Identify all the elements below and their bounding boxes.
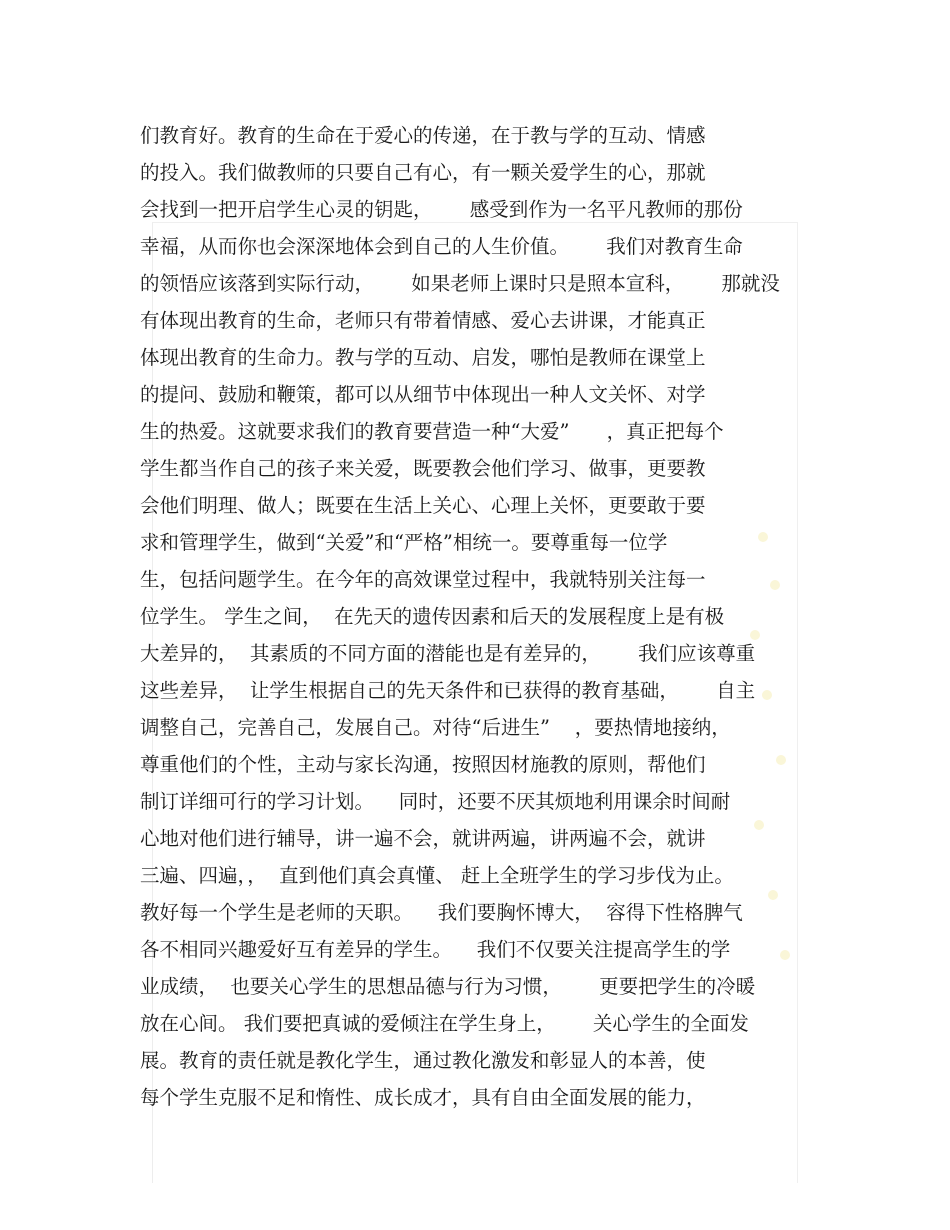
text-line: 会他们明理、做人；既要在生活上关心、心理上关怀，更要敢于要 — [140, 494, 706, 517]
text-line: 心地对他们进行辅导，讲一遍不会，就讲两遍，讲两遍不会，就讲 — [140, 827, 706, 850]
text-line: 学生都当作自己的孩子来关爱，既要教会他们学习、做事，更要教 — [140, 457, 706, 480]
text-line: 的领悟应该落到实际行动， 如果老师上课时只是照本宣科， 那就没 — [140, 272, 780, 295]
text-line: 这些差异， 让学生根据自己的先天条件和已获得的教育基础， 自主 — [140, 679, 756, 702]
text-line: 幸福，从而你也会深深地体会到自己的人生价值。 我们对教育生命 — [140, 235, 743, 258]
text-line: 们教育好。教育的生命在于爱心的传递，在于教与学的互动、情感 — [140, 124, 706, 147]
text-line: 尊重他们的个性，主动与家长沟通，按照因材施教的原则，帮他们 — [140, 753, 706, 776]
text-line: 会找到一把开启学生心灵的钥匙， 感受到作为一名平凡教师的那份 — [140, 198, 743, 221]
text-line: 业成绩， 也要关心学生的思想品德与行为习惯， 更要把学生的冷暖 — [140, 975, 756, 998]
text-line: 三遍、四遍，， 直到他们真会真懂、 赶上全班学生的学习步伐为止。 — [140, 864, 734, 887]
text-line: 有体现出教育的生命，老师只有带着情感、爱心去讲课，才能真正 — [140, 309, 706, 332]
text-line: 大差异的， 其素质的不同方面的潜能也是有差异的， 我们应该尊重 — [140, 642, 756, 665]
text-line: 放在心间。 我们要把真诚的爱倾注在学生身上， 关心学生的全面发 — [140, 1012, 749, 1035]
text-line: 求和管理学生，做到“关爱”和“严格”相统一。要尊重每一位学 — [140, 531, 668, 554]
text-line: 教好每一个学生是老师的天职。 我们要胸怀博大， 容得下性格脾气 — [140, 901, 743, 924]
text-line: 展。教育的责任就是教化学生，通过教化激发和彰显人的本善，使 — [140, 1049, 706, 1072]
text-line: 制订详细可行的学习计划。 同时，还要不厌其烦地利用课余时间耐 — [140, 790, 731, 813]
text-line: 每个学生克服不足和惰性、成长成才，具有自由全面发展的能力， — [140, 1086, 706, 1109]
text-line: 生的热爱。这就要求我们的教育要营造一种“大爱” ，真正把每个 — [140, 420, 724, 443]
text-line: 的提问、鼓励和鞭策，都可以从细节中体现出一种人文关怀、对学 — [140, 383, 706, 406]
text-line: 各不相同兴趣爱好互有差异的学生。 我们不仅要关注提高学生的学 — [140, 938, 731, 961]
text-line: 体现出教育的生命力。教与学的互动、启发，哪怕是教师在课堂上 — [140, 346, 706, 369]
text-line: 调整自己，完善自己，发展自己。对待“后进生” ，要热情地接纳， — [140, 716, 731, 739]
text-line: 的投入。我们做教师的只要自己有心，有一颗关爱学生的心，那就 — [140, 161, 706, 184]
watermark-dots — [740, 520, 800, 1000]
text-line: 生，包括问题学生。在今年的高效课堂过程中，我就特别关注每一 — [140, 568, 706, 591]
text-line: 位学生。 学生之间， 在先天的遗传因素和后天的发展程度上是有极 — [140, 605, 725, 628]
